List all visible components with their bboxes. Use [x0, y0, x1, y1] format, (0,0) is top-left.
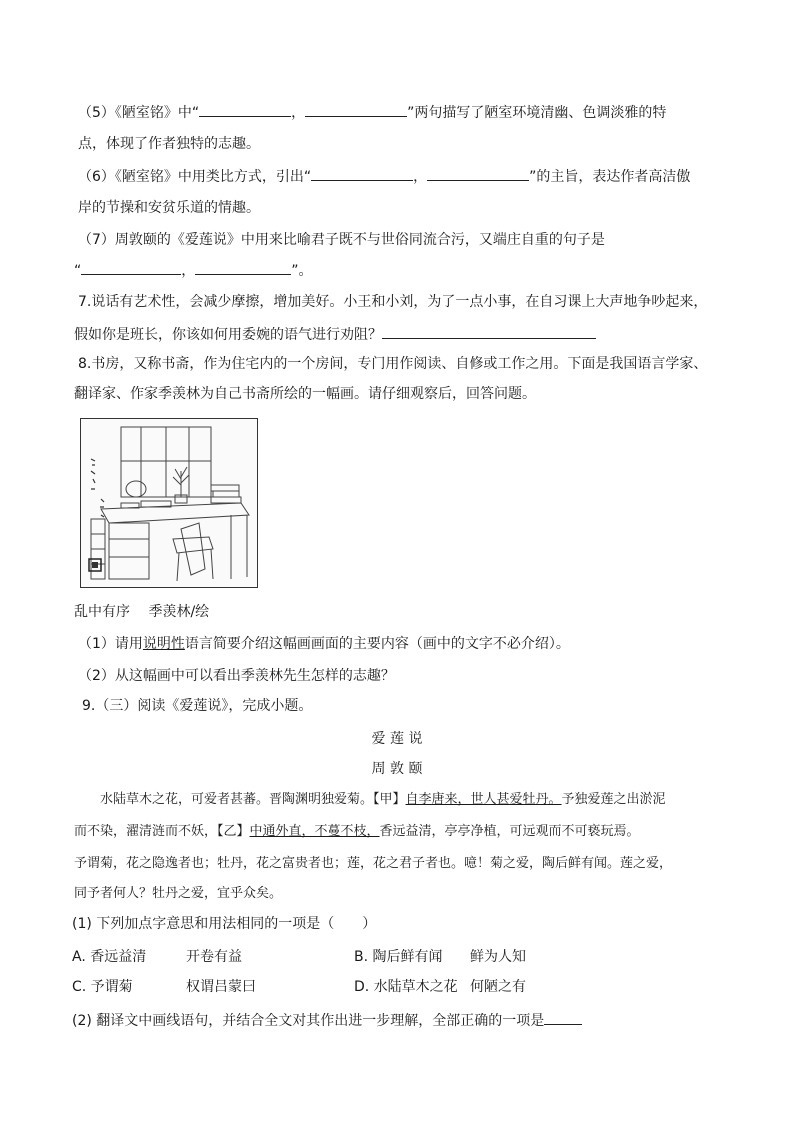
q8-sub2: （2）从这幅画中可以看出季羡林先生怎样的志趣？ — [78, 668, 395, 684]
option-a[interactable]: A. 香远益清 — [72, 949, 147, 965]
q7s-line1: （7）周敦颐的《爱莲说》中用来比喻君子既不与世俗同流合污，又端庄自重的句子是 — [78, 232, 605, 248]
passage-line3: 予谓菊，花之隐逸者也；牡丹，花之富贵者也；莲，花之君子者也。噫！菊之爱，陶后鲜有闻。莲之爱， — [74, 856, 673, 871]
q7-line2: 假如你是班长，你该如何用委婉的语气进行劝阻？ — [74, 324, 596, 345]
answer-blank[interactable] — [427, 166, 529, 181]
calligraphy-inscription — [91, 459, 104, 517]
q8-line1: 8.书房，又称书斋，作为住宅内的一个房间，专门用作阅读、自修或工作之用。下面是我国语言学家、 — [78, 356, 708, 372]
desk-sketch-drawing — [81, 419, 257, 587]
q7s-line2: “ ， ”。 — [74, 260, 313, 281]
answer-blank[interactable] — [382, 324, 596, 339]
underlined-sentence-jia: 自李唐来，世人甚爱牡丹。 — [405, 792, 562, 807]
answer-blank[interactable] — [199, 102, 291, 117]
passage-line1: 水陆草木之花，可爱者甚蕃。晋陶渊明独爱菊。【甲】自李唐来，世人甚爱牡丹。予独爱莲之出淤泥 — [100, 792, 666, 807]
passage-line2: 而不染，濯清涟而不妖，【乙】中通外直，不蔓不枝，香远益清，亭亭净植，可远观而不可亵玩焉。 — [74, 824, 640, 839]
answer-blank[interactable] — [311, 166, 413, 181]
answer-blank[interactable] — [544, 1010, 582, 1025]
option-c-pair: 权谓吕蒙曰 — [186, 979, 256, 995]
poem-author: 周 敦 颐 — [371, 761, 423, 777]
option-b-pair: 鲜为人知 — [470, 949, 526, 965]
option-c[interactable]: C. 予谓菊 — [72, 979, 133, 995]
option-b[interactable]: B. 陶后鲜有闻 — [354, 949, 443, 965]
answer-blank[interactable] — [305, 102, 407, 117]
q7-line1: 7.说话有艺术性，会减少摩擦，增加美好。小王和小刘，为了一点小事，在自习课上大声地争吵起来， — [78, 294, 708, 310]
answer-blank[interactable] — [195, 260, 291, 275]
option-d-pair: 何陋之有 — [470, 979, 526, 995]
q5-line2: 点，体现了作者独特的志趣。 — [78, 136, 260, 152]
q9-sub1: (1) 下列加点字意思和用法相同的一项是（ ） — [72, 916, 377, 932]
q8-sub1: （1）请用说明性语言简要介绍这幅画画面的主要内容（画中的文字不必介绍）。 — [78, 636, 570, 652]
option-a-pair: 开卷有益 — [186, 949, 242, 965]
desk-sketch-image — [80, 418, 258, 588]
answer-blank[interactable] — [81, 260, 181, 275]
q6-line2: 岸的节操和安贫乐道的情趣。 — [78, 200, 260, 216]
q8-line2: 翻译家、作家季羡林为自己书斋所绘的一幅画。请仔细观察后，回答问题。 — [74, 386, 536, 402]
q9-intro: 9.（三）阅读《爱莲说》，完成小题。 — [82, 698, 313, 714]
q5-line1: （5）《陋室铭》中“ ， ”两句描写了陋室环境清幽、色调淡雅的特 — [78, 102, 666, 123]
figure-caption: 乱中有序 季羡林/绘 — [74, 604, 210, 620]
poem-title: 爱 莲 说 — [371, 731, 423, 747]
passage-line4: 同予者何人？牡丹之爱，宜乎众矣。 — [74, 886, 283, 901]
underlined-sentence-yi: 中通外直，不蔓不枝， — [249, 824, 380, 839]
q9-sub2: (2) 翻译文中画线语句，并结合全文对其作出进一步理解，全部正确的一项是 — [72, 1010, 582, 1031]
q6-line1: （6）《陋室铭》中用类比方式，引出“ ， ”的主旨，表达作者高洁傲 — [78, 166, 690, 187]
option-d[interactable]: D. 水陆草木之花 — [354, 979, 458, 995]
q5-text: （5）《陋室铭》中“ — [78, 105, 200, 121]
